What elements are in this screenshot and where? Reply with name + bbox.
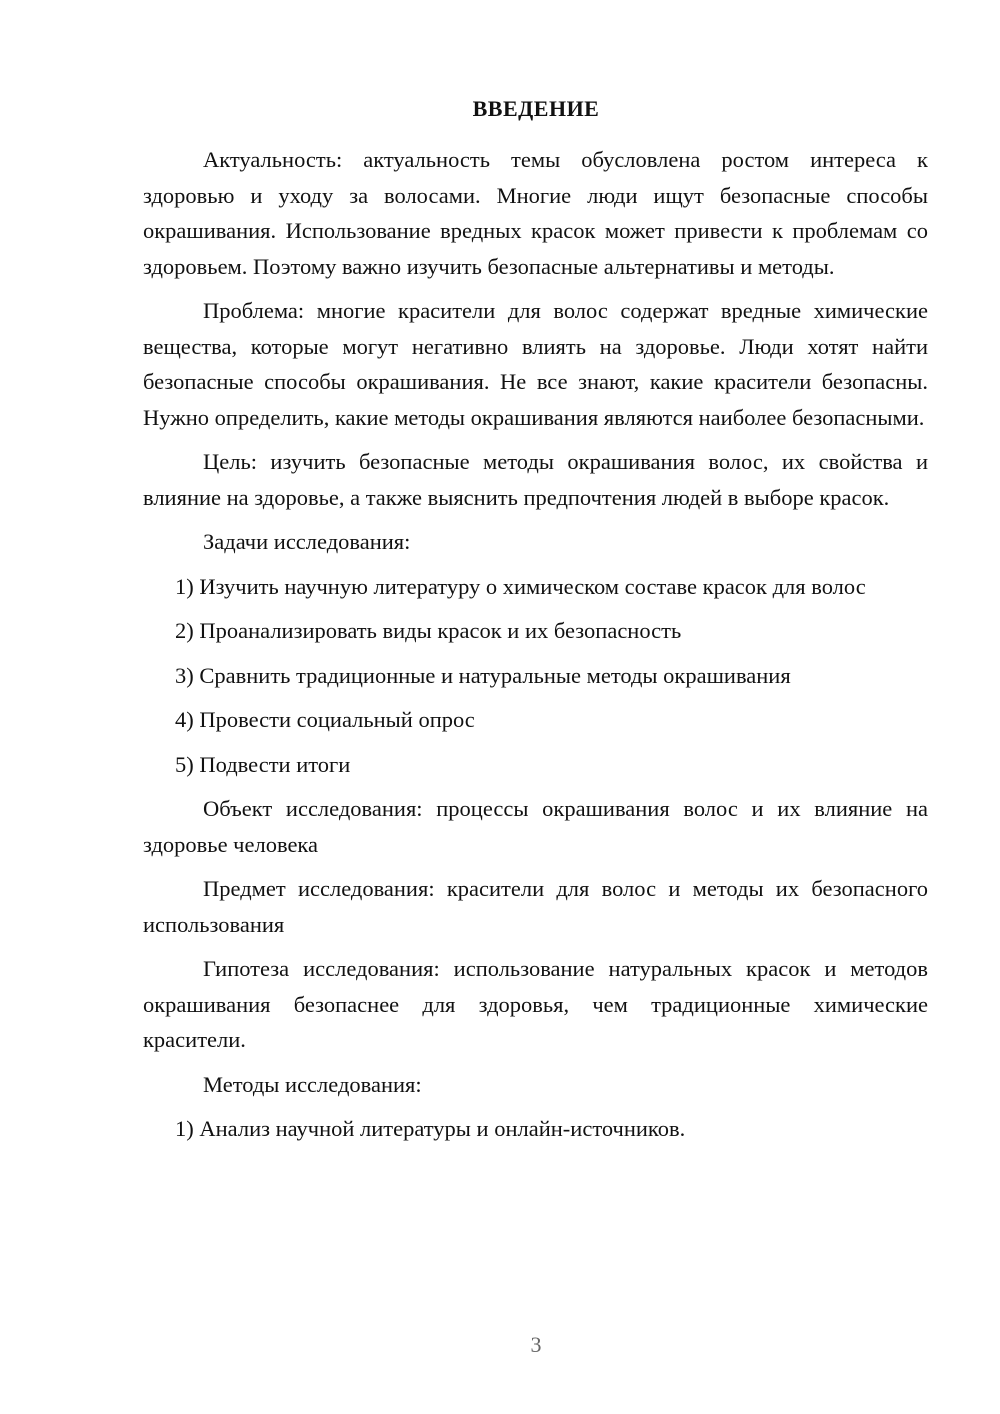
task-item: 1) Изучить научную литературу о химическом составе красок для волос bbox=[175, 573, 866, 599]
methods-title: Методы исследования: bbox=[203, 1071, 422, 1097]
paragraph-problem: Проблема: многие красители для волос содержат вредные химические вещества, которые могут негативно влиять на здоровье. Люди хотят найти безопасные способы окрашивания. Не все знают, какие красители безопасны. Нужно определить, какие методы окрашивания являются наиболее безопасными. bbox=[143, 298, 928, 430]
paragraph-hypothesis: Гипотеза исследования: использование натуральных красок и методов окрашивания безопаснее для здоровья, чем традиционные химические красители. bbox=[143, 956, 928, 1052]
tasks-title: Задачи исследования: bbox=[203, 529, 411, 554]
paragraph-relevance: Актуальность: актуальность темы обусловлена ростом интереса к здоровью и уходу за волосами. Многие люди ищут безопасные способы окрашивания. Использование вредных красок может привести к проблемам со здоровьем. Поэтому важно изучить безопасные альтернативы и методы. bbox=[143, 147, 928, 279]
page-number: 3 bbox=[530, 1332, 542, 1357]
paragraph-goal: Цель: изучить безопасные методы окрашивания волос, их свойства и влияние на здоровье, а также выяснить предпочтения людей в выборе красок. bbox=[143, 449, 928, 510]
section-heading: ВВЕДЕНИЕ bbox=[472, 96, 600, 121]
task-item: 5) Подвести итоги bbox=[175, 751, 351, 777]
page-body bbox=[143, 142, 928, 1156]
paragraph-object: Объект исследования: процессы окрашивания волос и их влияние на здоровье человека bbox=[143, 796, 928, 857]
task-item: 3) Сравнить традиционные и натуральные методы окрашивания bbox=[175, 662, 791, 688]
method-item: 1) Анализ научной литературы и онлайн-источников. bbox=[175, 1116, 686, 1141]
paragraph-subject: Предмет исследования: красители для волос и методы их безопасного использования bbox=[143, 876, 928, 937]
task-item: 4) Провести социальный опрос bbox=[175, 707, 475, 732]
task-item: 2) Проанализировать виды красок и их безопасность bbox=[175, 618, 682, 643]
